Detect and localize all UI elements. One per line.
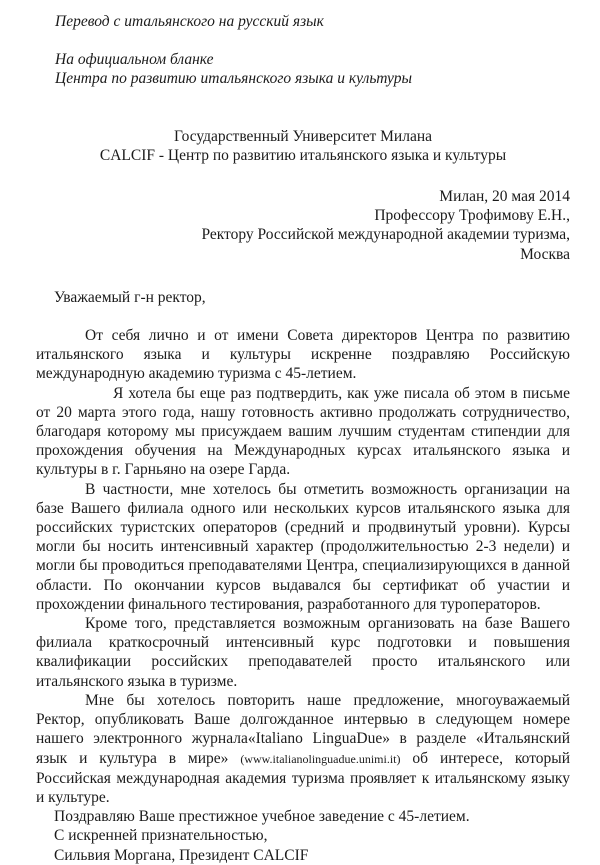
paragraph-congratulation-45: От себя лично и от имени Совета директоров Центра по развитию итальянского языка и культуры искренне поздравляю Российскую международную академию туризма с 45-летием. xyxy=(36,327,570,383)
university-name: Государственный Университет Милана xyxy=(173,127,433,145)
interview-text-after-url: об интересе, который Российская международная академия туризма проявляет к итальянскому языку и культуре. xyxy=(36,749,570,806)
signature: Сильвия Моргана, Президент CALCIF xyxy=(54,846,309,864)
date-recipient-block xyxy=(36,187,570,264)
salutation: Уважаемый г-н ректор, xyxy=(54,288,206,306)
organization-block xyxy=(36,127,570,165)
valediction: С искренней признательностью, xyxy=(54,827,268,845)
interview-text-before-url: Мне бы хотелось повторить наше предложение, многоуважаемый Ректор, опубликовать Ваше долгожданное интервью в следующем номере нашего электронного журнала«Italiano LinguaDue» в разделе «Итальянский язык и культура в мире» xyxy=(36,691,570,767)
paragraph-teacher-training: Кроме того, представляется возможным организовать на базе Вашего филиала краткосрочный интенсивный курс подготовки и повышения квалификации российских преподавателей просто итальянского или итальянского языка в туризме. xyxy=(36,615,570,690)
paragraph-cooperation: Я хотела бы еще раз подтвердить, как уже писала об этом в письме от 20 марта этого года, нашу готовность активно продолжать сотрудничество, благодаря которому мы присуждаем вашим лучшим студентам стипендии для прохождения обучения на Международных курсах итальянского языка и культуры в г. Гарньяно на озере Гарда. xyxy=(36,384,570,479)
recipient-line: Москва xyxy=(520,245,570,263)
closing-congratulation: Поздравляю Ваше престижное учебное заведение с 45-летием. xyxy=(54,808,470,826)
journal-url: (www.italianolinguadue.unimi.it) xyxy=(240,751,401,766)
letterhead-note-line2: Центра по развитию итальянского языка и культуры xyxy=(55,70,412,88)
letterhead-note xyxy=(55,50,570,88)
center-name: CALCIF - Центр по развитию итальянского языка и культуры xyxy=(99,146,507,164)
recipient-line: Профессору Трофимову Е.Н., xyxy=(374,207,570,225)
translation-note: Перевод с итальянского на русский язык xyxy=(55,13,324,30)
date-place-line: Милан, 20 мая 2014 xyxy=(439,188,570,206)
recipient-line: Ректору Российской международной академии туризма, xyxy=(201,226,570,244)
paragraph-courses: В частности, мне хотелось бы отметить возможность организации на базе Вашего филиала одного или нескольких курсов итальянского языка для российских туристских операторов (средний и продвинутый уровни). Курсы могли бы носить интенсивный характер (продолжительностью 2-3 недели) и могли бы проводиться преподавателями Центра, специализирующихся в данной области. По окончании курсов выдавался бы сертификат об участии и прохождении финального тестирования, разработанного для туроператоров. xyxy=(36,480,570,613)
paragraph-interview xyxy=(36,691,570,807)
letterhead-note-line1: На официальном бланке xyxy=(55,51,214,69)
